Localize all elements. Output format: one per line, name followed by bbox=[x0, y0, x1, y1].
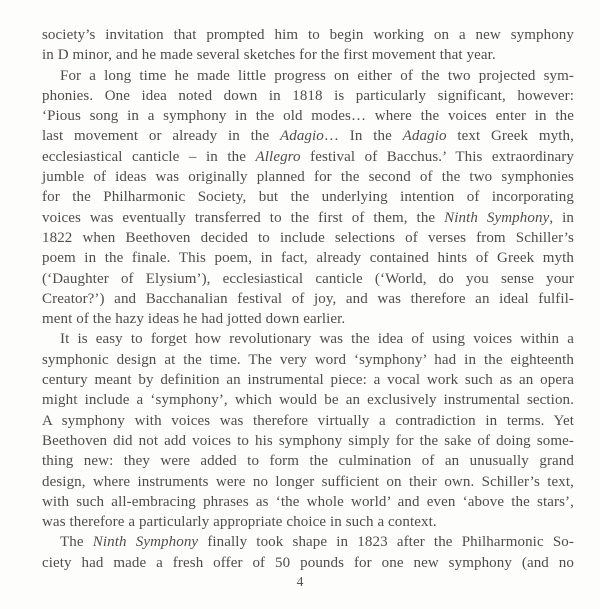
text-line bbox=[42, 431, 574, 451]
body-text: ment of the hazy ideas he had jotted down earlier. bbox=[42, 311, 346, 328]
italic-text: Ninth Symphony bbox=[92, 534, 199, 551]
body-text: thing new: they were added to form the culmination of an unusually grand bbox=[42, 453, 574, 470]
body-text: voices was eventually transferred to the first of them, the bbox=[42, 209, 445, 226]
body-text: with such all-embracing phrases as ‘the whole world’ and even ‘above the stars’, bbox=[42, 493, 574, 510]
text-line bbox=[42, 126, 574, 146]
body-text: It is easy to forget how revolutionary was the idea of using voices within a bbox=[60, 331, 574, 348]
paragraph bbox=[42, 66, 574, 330]
text-line bbox=[42, 350, 574, 370]
text-line bbox=[42, 329, 574, 349]
text-line bbox=[42, 228, 574, 248]
text-line bbox=[42, 86, 574, 106]
italic-text: Adagio bbox=[279, 128, 324, 145]
body-text: phonies. One idea noted down in 1818 is particularly significant, however: bbox=[42, 87, 574, 104]
text-line bbox=[42, 106, 574, 126]
text-line bbox=[42, 472, 574, 492]
text-line bbox=[42, 309, 574, 329]
page-number: 4 bbox=[296, 574, 304, 589]
text-line bbox=[42, 492, 574, 512]
text-line bbox=[42, 66, 574, 86]
text-line bbox=[42, 187, 574, 207]
italic-text: Ninth Symphony bbox=[444, 209, 550, 226]
body-text: festival of Bacchus.’ This extraordinary bbox=[300, 148, 574, 165]
body-text: was therefore a particularly appropriate choice in such a context. bbox=[42, 514, 437, 531]
body-text: (‘Daughter of Elysium’), ecclesiastical canticle (‘World, do you sense your bbox=[42, 270, 574, 287]
text-line bbox=[42, 532, 574, 552]
text-line bbox=[42, 208, 574, 228]
body-text: last movement or already in the bbox=[42, 128, 280, 145]
text-line bbox=[42, 553, 574, 573]
body-text: ciety had made a fresh offer of 50 pounds for one new symphony (and no bbox=[42, 554, 574, 571]
text-block bbox=[42, 25, 574, 573]
body-text: finally took shape in 1823 after the Philharmonic So- bbox=[198, 534, 574, 551]
text-line bbox=[42, 411, 574, 431]
body-text: symphonic design at the time. The very word ‘symphony’ had in the eighteenth bbox=[42, 351, 574, 368]
text-line bbox=[42, 25, 574, 45]
body-text: … In the bbox=[323, 128, 403, 145]
text-line bbox=[42, 289, 574, 309]
body-text: The bbox=[60, 534, 93, 551]
body-text: 1822 when Beethoven decided to include selections of verses from Schiller’s bbox=[42, 229, 574, 246]
italic-text: Adagio bbox=[402, 128, 447, 145]
paragraph bbox=[42, 25, 574, 66]
body-text: text Greek myth, bbox=[446, 128, 574, 145]
text-line bbox=[42, 512, 574, 532]
text-line bbox=[42, 370, 574, 390]
text-line bbox=[42, 147, 574, 167]
text-line bbox=[42, 390, 574, 410]
body-text: in D minor, and he made several sketches for the first movement that year. bbox=[42, 47, 496, 64]
text-line bbox=[42, 451, 574, 471]
body-text: society’s invitation that prompted him to begin working on a new symphony bbox=[42, 27, 574, 43]
body-text: Beethoven did not add voices to his symphony simply for the sake of doing some- bbox=[42, 432, 574, 449]
body-text: , in bbox=[549, 209, 574, 226]
body-text: Creator?’) and Bacchanalian festival of joy, and was therefore an ideal fulfil- bbox=[42, 290, 574, 307]
text-line bbox=[42, 248, 574, 268]
body-text: For a long time he made little progress on either of the two projected sym- bbox=[60, 67, 574, 84]
body-text: for the Philharmonic Society, but the underlying intention of incorporating bbox=[42, 189, 574, 206]
body-text: century meant by definition an instrumental piece: a vocal work such as an opera bbox=[42, 372, 574, 389]
body-text: ecclesiastical canticle – in the bbox=[42, 148, 256, 165]
italic-text: Allegro bbox=[255, 148, 301, 165]
paragraph bbox=[42, 329, 574, 532]
body-text: might include a ‘symphony’, which would be an exclusively instrumental section. bbox=[42, 392, 574, 409]
paragraph bbox=[42, 532, 574, 573]
body-text: poem in the finale. This poem, in fact, already contained hints of Greek myth bbox=[42, 250, 574, 267]
text-line bbox=[42, 167, 574, 187]
text-line bbox=[42, 269, 574, 289]
text-line bbox=[42, 45, 574, 65]
body-text: ‘Pious song in a symphony in the old modes… where the voices enter in the bbox=[42, 108, 574, 125]
body-text: A symphony with voices was therefore virtually a contradiction in terms. Yet bbox=[42, 412, 574, 429]
body-text: design, where instruments were no longer sufficient on their own. Schiller’s text, bbox=[42, 473, 574, 490]
body-text: jumble of ideas was originally planned for the second of the two symphonies bbox=[42, 169, 574, 186]
